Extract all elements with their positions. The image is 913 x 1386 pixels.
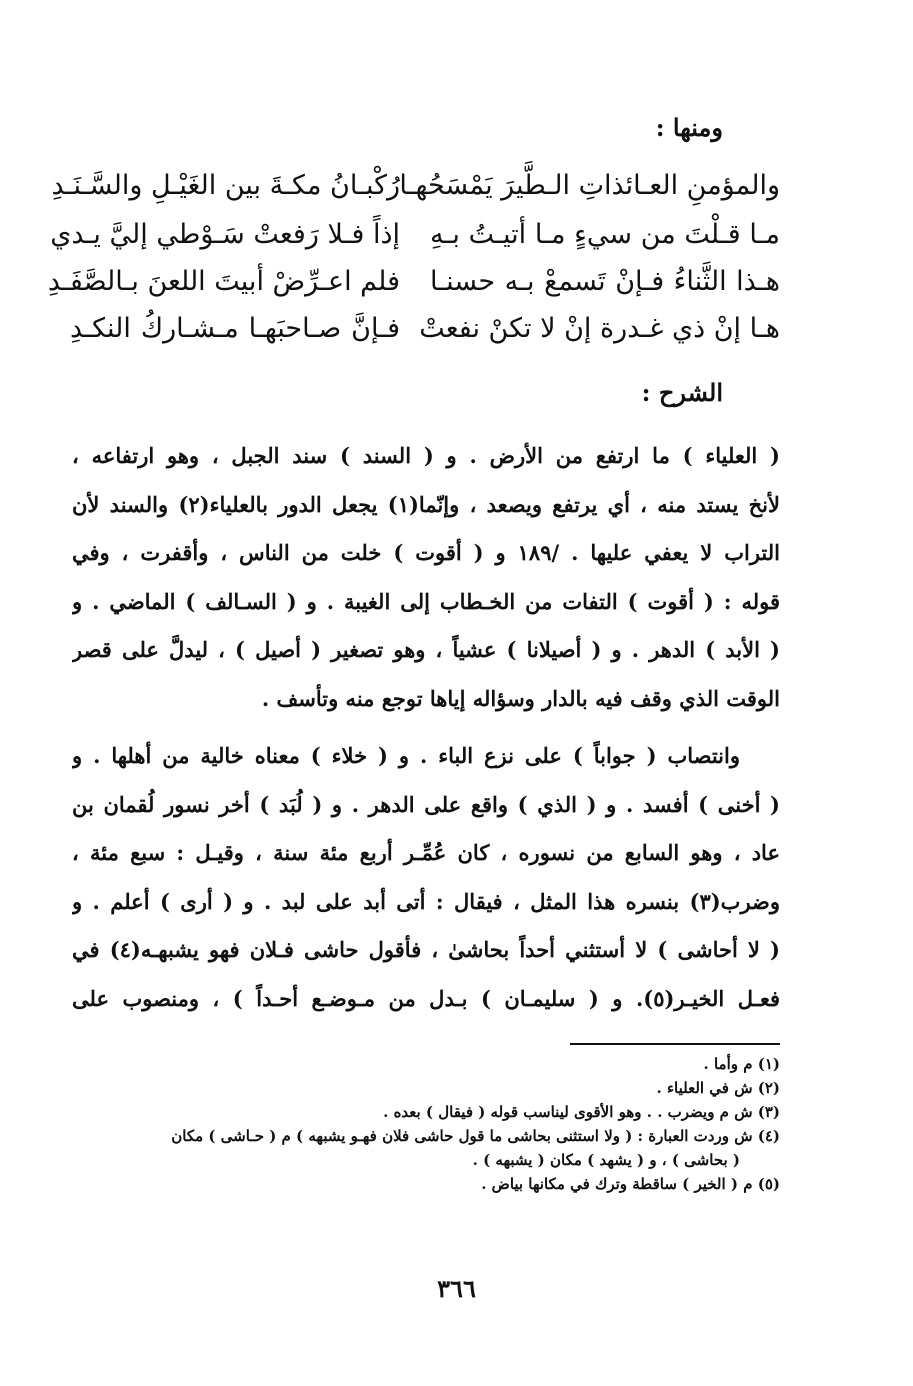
text-line: الوقت الذي وقف فيه بالدار وسؤاله إياها توجع منه وتأسف . <box>261 685 780 711</box>
text-line: ( العلياء ) ما ارتفع من الأرض . و ( السند ) سند الجبل ، وهو ارتفاعه ، <box>72 443 780 468</box>
text-line: ( لا أحاشى ) لا أستثني أحداً بحاشىٰ ، فأقول حاشى فـلان فهو يشبهـه(٤) في <box>72 937 780 962</box>
commentary-paragraph-2 <box>72 732 780 1023</box>
verse-row <box>51 170 780 210</box>
sharh-label: الشرح : <box>641 378 723 407</box>
verse-row <box>50 219 780 259</box>
text-line: ( أخنى ) أفسد . و ( الذي ) واقع على الدهر . و ( لُبَد ) أخر نسور لُقمان بن <box>72 791 780 817</box>
footnote: (٤) ش وردت العبارة : ( ولا استثنى بحاشى ما قول حاشى فلان فهـو يشبهه ) م ( حـاشى ) مكان <box>171 1127 780 1145</box>
footnotes <box>72 1052 780 1196</box>
verse-first-hemistich: هـذا الثَّناءُ فـإنْ تَسمعْ بـه حسنـا <box>430 266 780 297</box>
verse-second-hemistich: رُكْبـانُ مكـةَ بين الغَيْـلِ والسَّـنَـدِ <box>51 170 400 201</box>
text-line: وانتصاب ( جواباً ) على نزع الباء . و ( خلاء ) معناه خالية من أهلها . و <box>72 743 740 768</box>
verse-first-hemistich: مـا قـلْتَ من سيءٍ مـا أتيـتُ بـهِ <box>430 219 780 250</box>
text-line: التراب لا يعفي عليها . /١٨٩ و ( أقوت ) خلت من الناس ، وأقفرت ، وفي <box>72 540 780 565</box>
verse-second-hemistich: فلم اعـرِّضْ أبيتَ اللعنَ بـالصَّفَـدِ <box>47 266 400 297</box>
footnote: (٣) ش م ويضرب . . وهو الأقوى ليناسب قوله ( فيقال ) بعده . <box>383 1103 780 1121</box>
footnote: (٢) ش في العلياء . <box>656 1079 780 1097</box>
text-line: قوله : ( أقوت ) التفات من الخـطاب إلى الغيبة . و ( السـالف ) الماضي . و <box>72 588 780 614</box>
text-line: فعـل الخيـر(٥). و ( سليمـان ) بـدل من مـوضـع أحـداً ) ، ومنصوب على <box>72 985 780 1011</box>
text-line: وضرب(٣) بنسره هذا المثل ، فيقال : أتى أبد على لبد . و ( أرى ) أعلم . و <box>72 888 780 914</box>
verse-first-hemistich: هـا إنْ ذي غـدرة إنْ لا تكنْ نفعتْ <box>419 313 780 344</box>
verse-second-hemistich: إذاً فـلا رَفعتْ سَـوْطي إليَّ يـدي <box>50 219 400 250</box>
footnote: (٥) م ( الخير ) ساقطة وترك في مكانها بياض . <box>481 1175 780 1193</box>
footnote: ( بحاشى ) ، و ( يشهد ) مكان ( يشبهه ) . <box>472 1151 740 1169</box>
verse-row <box>47 266 780 306</box>
text-line: ( الأبد ) الدهر . و ( أصيلانا ) عشياً ، وهو تصغير ( أصيل ) ، ليدلَّ على قصر <box>72 637 780 662</box>
text-line: عاد ، وهو السابع من نسوره ، كان عُمِّـر أربع مئة سنة ، وقيـل : سبع مئة ، <box>72 840 780 865</box>
commentary-paragraph-1 <box>72 432 780 723</box>
footnote-divider <box>570 1043 780 1045</box>
footnote: (١) م وأما . <box>703 1055 780 1073</box>
verse-row <box>70 313 780 353</box>
verse-first-hemistich: والمؤمنِ العـائذاتِ الـطَّيرَ يَمْسَحُهـا <box>399 170 780 201</box>
page-number: ٣٦٦ <box>437 1274 476 1303</box>
verse-second-hemistich: فـإنَّ صـاحبَهـا مـشـاركُ النكـدِ <box>70 313 400 344</box>
text-line: لأنخ يستد منه ، أي يرتفع ويصعد ، وإنّما(١) يجعل الدور بالعلياء(٢) والسند لأن <box>72 491 780 517</box>
intro-label: ومنها : <box>655 113 723 142</box>
